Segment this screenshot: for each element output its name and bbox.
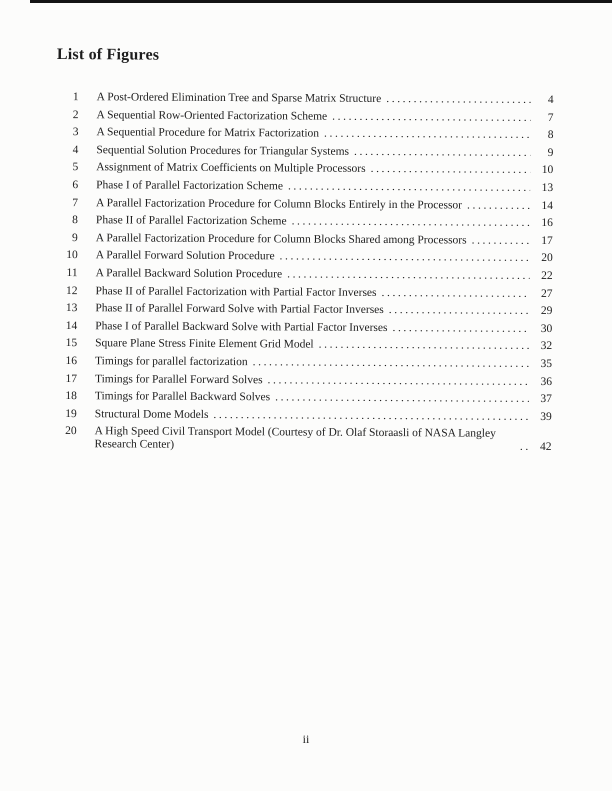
page-title: List of Figures: [56, 46, 160, 64]
figure-page-ref: 13: [541, 181, 554, 195]
figure-page-ref: 10: [541, 164, 554, 177]
figure-caption: Phase II of Parallel Factorization with Partial Factor Inverses: [95, 284, 377, 299]
dot-leader: [288, 180, 530, 194]
dot-leader: [332, 110, 530, 124]
figure-page-ref: 39: [540, 410, 552, 423]
figure-caption: A Sequential Procedure for Matrix Factorization: [96, 126, 320, 140]
figure-entry: [55, 285, 552, 301]
figure-caption: A Parallel Backward Solution Procedure: [95, 267, 283, 281]
figure-number: 7: [72, 196, 79, 209]
figure-number: 17: [65, 372, 78, 385]
figure-entry: [57, 91, 554, 107]
figure-number: 3: [72, 126, 79, 139]
figure-page-ref: 9: [547, 146, 554, 159]
figure-page-ref: 27: [540, 287, 553, 300]
figure-number: 12: [65, 284, 78, 297]
figure-number: 10: [66, 249, 78, 262]
figure-entry: [55, 390, 552, 406]
dot-leader: [381, 287, 529, 301]
figure-caption: Timings for Parallel Backward Solves: [94, 390, 271, 404]
dot-leader: [292, 216, 530, 230]
figure-page-ref: 20: [541, 252, 553, 265]
figure-entry: [55, 337, 552, 353]
figure-number: 6: [72, 179, 79, 192]
figure-page-ref: 7: [547, 111, 554, 124]
figure-caption: Phase II of Parallel Factorization Scheme: [95, 214, 287, 228]
figure-caption: A Sequential Row-Oriented Factorization Scheme: [96, 108, 328, 123]
figure-caption: Sequential Solution Procedures for Triangular Systems: [96, 144, 350, 158]
figure-caption: Timings for Parallel Forward Solves: [94, 372, 263, 386]
dot-leader: [392, 322, 529, 336]
figure-caption: A Parallel Factorization Procedure for Column Blocks Shared among Processors: [95, 231, 467, 247]
figure-entry: [55, 320, 552, 336]
figure-caption: A High Speed Civil Transport Model (Courtesy of Dr. Olaf Storaasli of NASA Langley Research Center): [94, 425, 496, 452]
figure-number: 11: [66, 267, 78, 280]
figure-entry: [55, 425, 552, 454]
figure-caption: Phase I of Parallel Factorization Scheme: [96, 179, 284, 193]
dot-leader: [324, 128, 530, 142]
figure-number: 16: [65, 354, 78, 368]
figure-page-ref: 30: [540, 322, 553, 335]
figure-caption: Timings for parallel factorization: [95, 355, 248, 369]
scan-artifact-line: [30, 0, 612, 3]
dot-leader: [386, 93, 530, 107]
figure-number: 2: [72, 108, 79, 121]
figure-number: 15: [65, 337, 78, 350]
figure-entry: [56, 249, 553, 265]
figure-entry: [55, 302, 552, 318]
figure-caption: A Parallel Factorization Procedure for Column Blocks Entirely in the Processor: [96, 196, 463, 212]
figure-caption: Structural Dome Models: [94, 407, 209, 421]
figure-number: 9: [72, 231, 78, 244]
figure-page-ref: 14: [541, 199, 554, 212]
figure-entry: [55, 408, 552, 424]
figure-number: 20: [65, 425, 77, 438]
dot-leader: [319, 339, 530, 353]
figure-entry: [56, 197, 553, 213]
dot-leader: [268, 374, 529, 389]
figure-page-ref: 37: [540, 393, 552, 406]
figure-caption: Square Plane Stress Finite Element Grid Model: [95, 337, 314, 351]
figure-page-ref: 42: [540, 441, 552, 454]
figure-number: 13: [65, 302, 78, 315]
dot-leader: [520, 441, 529, 454]
dot-leader: [287, 268, 530, 282]
figure-page-ref: 32: [540, 340, 553, 353]
dot-leader: [472, 234, 530, 247]
figure-page-ref: 22: [541, 269, 553, 282]
figure-entry: [56, 126, 553, 142]
figure-page-ref: 4: [547, 94, 554, 107]
figure-entry: [55, 372, 552, 388]
figure-entry: [56, 161, 553, 177]
figure-number: 1: [72, 91, 79, 104]
dot-leader: [354, 146, 530, 160]
figure-number: 19: [65, 407, 77, 420]
figure-caption: Phase II of Parallel Forward Solve with Partial Factor Inverses: [95, 302, 384, 317]
figure-caption: Phase I of Parallel Backward Solve with Partial Factor Inverses: [95, 319, 388, 334]
figure-entry: [57, 109, 554, 125]
figure-number: 14: [65, 319, 78, 332]
dot-leader: [389, 304, 530, 318]
figure-page-ref: 8: [547, 129, 554, 142]
figure-page-ref: 35: [540, 357, 553, 370]
page-content: [54, 46, 553, 459]
figure-number: 5: [72, 161, 79, 174]
figure-entry: [56, 267, 553, 283]
dot-leader: [253, 356, 530, 371]
page-number-footer: ii: [302, 732, 310, 746]
figure-entry: [56, 232, 553, 248]
figure-entry: [56, 144, 553, 160]
figure-number: 4: [72, 143, 79, 156]
figure-page-ref: 17: [541, 234, 553, 247]
figure-page-ref: 36: [540, 375, 552, 388]
dot-leader: [371, 163, 531, 177]
figure-list: [55, 91, 554, 454]
figure-number: 18: [65, 390, 77, 403]
figure-entry: [55, 355, 552, 371]
figure-caption: A Post-Ordered Elimination Tree and Sparse Matrix Structure: [96, 91, 382, 105]
figure-caption: A Parallel Forward Solution Procedure: [95, 249, 275, 263]
figure-page-ref: 16: [541, 217, 553, 230]
figure-number: 8: [72, 214, 78, 227]
figure-caption: Assignment of Matrix Coefficients on Multiple Processors: [96, 161, 366, 176]
dot-leader: [275, 391, 529, 406]
figure-entry: [56, 179, 553, 195]
dot-leader: [467, 199, 530, 212]
dot-leader: [280, 251, 530, 266]
figure-entry: [56, 214, 553, 230]
dot-leader: [213, 409, 528, 424]
figure-page-ref: 29: [540, 305, 553, 318]
